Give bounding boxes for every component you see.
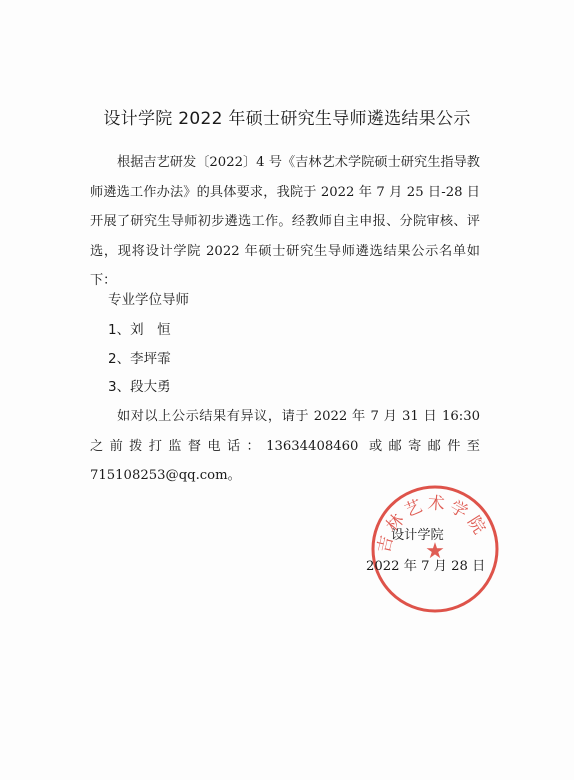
seal-star-icon: ★ <box>425 539 445 564</box>
list-item: 2、李坪霏 <box>108 351 171 367</box>
official-seal <box>368 482 502 616</box>
signature-date: 2022 年 7 月 28 日 <box>366 559 486 574</box>
list-item: 1、刘 恒 <box>108 322 171 338</box>
list-item: 3、段大勇 <box>108 379 171 395</box>
objection-paragraph: 如对以上公示结果有异议，请于 2022 年 7 月 31 日 16:30 之前拨打监督电话：13634408460 或邮寄邮件至 715108253@qq.com。 <box>90 409 480 483</box>
list-heading: 专业学位导师 <box>108 292 189 308</box>
intro-paragraph: 根据吉艺研发〔2022〕4 号《吉林艺术学院硕士研究生指导教师遴选工作办法》的具体要求，我院于 2022 年 7 月 25 日-28 日开展了研究生导师初步遴选工作。经教师自主申报、分院审核、评选，现将设计学院 2022 年硕士研究生导师遴选结果公示名单如下： <box>90 155 480 288</box>
seal-text: 吉林艺术学院 <box>374 493 492 555</box>
document-title: 设计学院 2022 年硕士研究生导师遴选结果公示 <box>103 109 471 129</box>
signature-org: 设计学院 <box>391 528 444 543</box>
